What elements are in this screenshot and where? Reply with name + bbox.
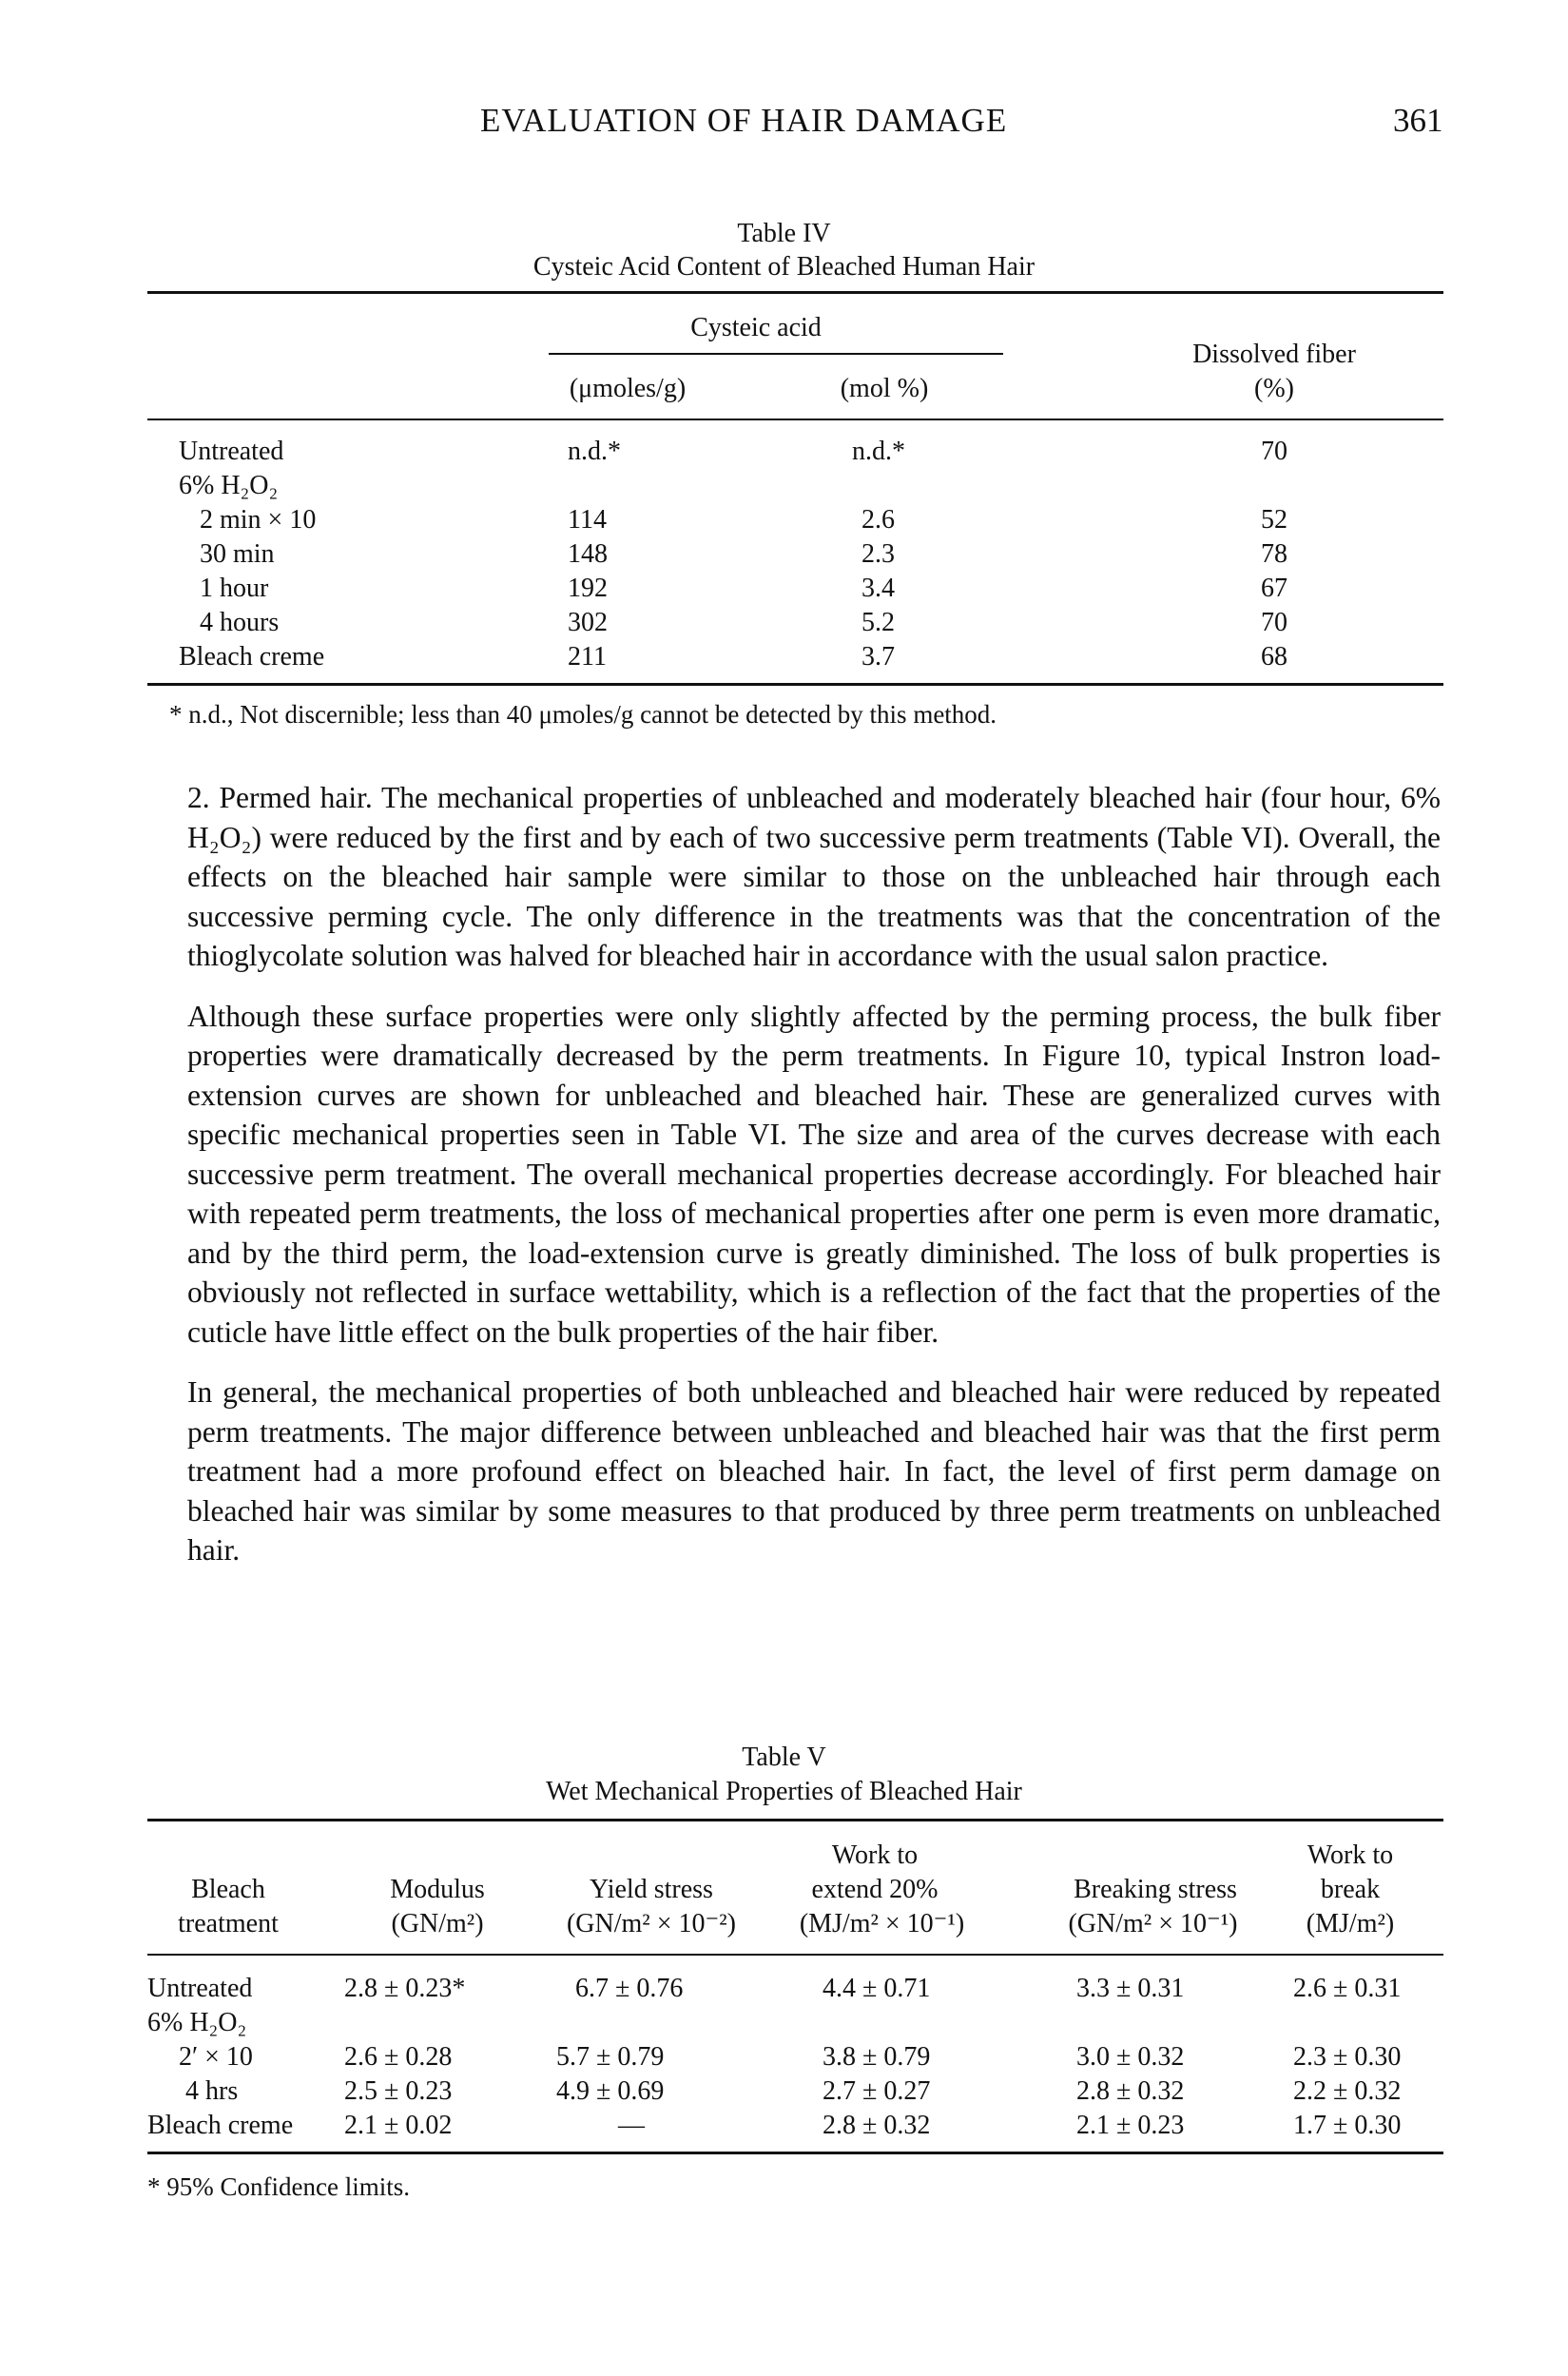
table-v-cell-breaking: 2.1 ± 0.23 (1076, 2111, 1185, 2140)
table-iv-row-label: Untreated (179, 437, 284, 466)
table-iv-row-label: 30 min (200, 539, 275, 569)
table-v-cell-work20: 3.8 ± 0.79 (823, 2042, 931, 2072)
table-v-cell-work20: 4.4 ± 0.71 (823, 1974, 931, 2003)
table-v-header-modulus: Modulus (390, 1875, 485, 1904)
table-iv-cell-umol: 192 (568, 574, 608, 603)
table-v-cell-workbreak: 2.6 ± 0.31 (1293, 1974, 1402, 2003)
table-iv-cell-umol: 211 (568, 642, 607, 672)
table-iv-bottom-rule (147, 683, 1443, 686)
table-v-header-rule (147, 1954, 1443, 1956)
table-iv-title: Cysteic Acid Content of Bleached Human Hair (532, 252, 1036, 282)
table-iv-cell-molpct: 5.2 (861, 608, 895, 637)
table-iv-row-label: Bleach creme (179, 642, 325, 672)
table-v-header-workbreak: Work to (1307, 1840, 1394, 1870)
table-v-row-label: 4 hrs (185, 2076, 239, 2106)
table-iv-col-dissolved-unit: (%) (1254, 374, 1294, 403)
table-v-cell-yield: — (618, 2111, 645, 2140)
paragraph-general: In general, the mechanical properties of both unbleached and bleached hair were reduced by repeated perm treatments. The major difference between unbleached and bleached hair was that the first perm treatment had a more profound effect on bleached hair. In fact, the level of first perm damage on bleached hair was similar by some measures to that produced by three perm treatments on unbleached hair. (187, 1375, 1441, 1567)
table-v-row-label: 2′ × 10 (179, 2042, 253, 2072)
table-iv-col-dissolved: Dissolved fiber (1192, 340, 1356, 369)
table-v-header-breaking-unit: (GN/m² × 10⁻¹) (1068, 1909, 1238, 1938)
table-iv-cell-umol: n.d.* (568, 437, 621, 466)
table-v-bottom-rule (147, 2152, 1443, 2154)
table-v-cell-yield: 5.7 ± 0.79 (556, 2042, 665, 2072)
table-iv-cell-molpct: 3.7 (861, 642, 895, 672)
table-iv-row-label: 4 hours (200, 608, 280, 637)
table-iv-cell-dissolved: 70 (1261, 437, 1287, 466)
table-iv-cell-dissolved: 68 (1261, 642, 1287, 672)
table-v-cell-breaking: 3.0 ± 0.32 (1076, 2042, 1185, 2072)
table-v-header-treatment: Bleach (191, 1875, 265, 1904)
table-iv-top-rule (147, 291, 1443, 294)
table-v-header-workbreak-unit: (MJ/m²) (1306, 1909, 1395, 1938)
table-v-top-rule (147, 1819, 1443, 1821)
table-v-row-label: 6% H₂O₂ (147, 2008, 247, 2037)
table-iv-col-umol: (μmoles/g) (569, 374, 687, 403)
table-v-label: Table V (742, 1743, 826, 1772)
body-text (187, 778, 1441, 1591)
running-title: EVALUATION OF HAIR DAMAGE (480, 102, 1008, 139)
table-iv-group-rule (549, 353, 1003, 355)
table-v-row-label: Untreated (147, 1974, 253, 2003)
table-iv-cell-dissolved: 70 (1261, 608, 1287, 637)
table-iv-row-label: 1 hour (200, 574, 269, 603)
table-v-header-treatment: treatment (178, 1909, 279, 1938)
paragraph-permed-hair: 2. Permed hair. The mechanical properties of unbleached and moderately bleached hair (four hour, 6% H₂O₂) were reduced by the first and by each of two successive perm treatments (Table VI). Overall, the effects on the bleached hair sample were similar to those on the unbleached hair through each successive perming cycle. The only difference in the treatments was that the concentration of the thioglycolate solution was halved for bleached hair in accordance with the usual salon practice. (187, 781, 1441, 972)
table-v-cell-breaking: 2.8 ± 0.32 (1076, 2076, 1185, 2106)
table-v-header-work20: extend 20% (811, 1875, 939, 1904)
table-v-cell-modulus: 2.6 ± 0.28 (344, 2042, 453, 2072)
paragraph-bulk-properties: Although these surface properties were only slightly affected by the perming process, the bulk fiber properties were dramatically decreased by the perm treatments. In Figure 10, typical Instron load-extension curves are shown for unbleached and bleached hair. These are generalized curves with specific mechanical properties seen in Table VI. The size and area of the curves decrease with each successive perm treatment. The overall mechanical properties decrease accordingly. For bleached hair with repeated perm treatments, the loss of mechanical properties after one perm is even more dramatic, and by the third perm, the load-extension curve is greatly diminished. The loss of bulk properties is obviously not reflected in surface wettability, which is a reflection of the fact that the properties of the cuticle have little effect on the bulk properties of the hair fiber. (187, 999, 1441, 1349)
table-v-cell-yield: 6.7 ± 0.76 (575, 1974, 684, 2003)
table-iv-cell-molpct: 2.3 (861, 539, 895, 569)
table-v-header-work20: Work to (831, 1840, 919, 1870)
table-iv-group-header: Cysteic acid (690, 313, 822, 342)
table-iv-cell-umol: 148 (568, 539, 608, 569)
table-v-cell-modulus: 2.5 ± 0.23 (344, 2076, 453, 2106)
table-v-header-breaking: Breaking stress (1074, 1875, 1237, 1904)
table-v-cell-modulus: 2.8 ± 0.23* (344, 1974, 466, 2003)
table-iv-col-molpct: (mol %) (840, 374, 929, 403)
table-v-row-label: Bleach creme (147, 2111, 294, 2140)
table-v-header-yield-unit: (GN/m² × 10⁻²) (566, 1909, 736, 1938)
table-iv-cell-dissolved: 78 (1261, 539, 1287, 569)
table-v-header-yield: Yield stress (590, 1875, 713, 1904)
table-iv-cell-molpct: n.d.* (852, 437, 905, 466)
table-iv-cell-dissolved: 67 (1261, 574, 1287, 603)
table-v-header-work20-unit: (MJ/m² × 10⁻¹) (799, 1909, 965, 1938)
table-iv-cell-dissolved: 52 (1261, 505, 1287, 535)
table-v-cell-work20: 2.7 ± 0.27 (823, 2076, 931, 2106)
table-iv-header-rule (147, 419, 1443, 420)
table-iv-row-label: 2 min × 10 (200, 505, 317, 535)
table-v-header-workbreak: break (1320, 1875, 1381, 1904)
running-head (0, 102, 1568, 144)
table-v-cell-workbreak: 2.2 ± 0.32 (1293, 2076, 1402, 2106)
table-iv-cell-molpct: 3.4 (861, 574, 895, 603)
table-v-cell-yield: 4.9 ± 0.69 (556, 2076, 665, 2106)
table-v-cell-modulus: 2.1 ± 0.02 (344, 2111, 453, 2140)
table-v-cell-workbreak: 1.7 ± 0.30 (1293, 2111, 1402, 2140)
table-v-cell-workbreak: 2.3 ± 0.30 (1293, 2042, 1402, 2072)
table-v-cell-breaking: 3.3 ± 0.31 (1076, 1974, 1185, 2003)
table-iv-cell-umol: 114 (568, 505, 607, 535)
table-iv-footnote: * n.d., Not discernible; less than 40 μmoles/g cannot be detected by this method. (169, 700, 997, 729)
table-iv-cell-molpct: 2.6 (861, 505, 895, 535)
page-number: 361 (1393, 102, 1443, 139)
table-v-header-modulus-unit: (GN/m²) (391, 1909, 484, 1938)
table-v-cell-work20: 2.8 ± 0.32 (823, 2111, 931, 2140)
table-v-title: Wet Mechanical Properties of Bleached Hair (546, 1777, 1022, 1806)
table-iv-cell-umol: 302 (568, 608, 608, 637)
table-v-footnote: * 95% Confidence limits. (147, 2172, 410, 2201)
table-iv-label: Table IV (737, 219, 831, 248)
table-iv-row-label: 6% H₂O₂ (179, 471, 279, 500)
